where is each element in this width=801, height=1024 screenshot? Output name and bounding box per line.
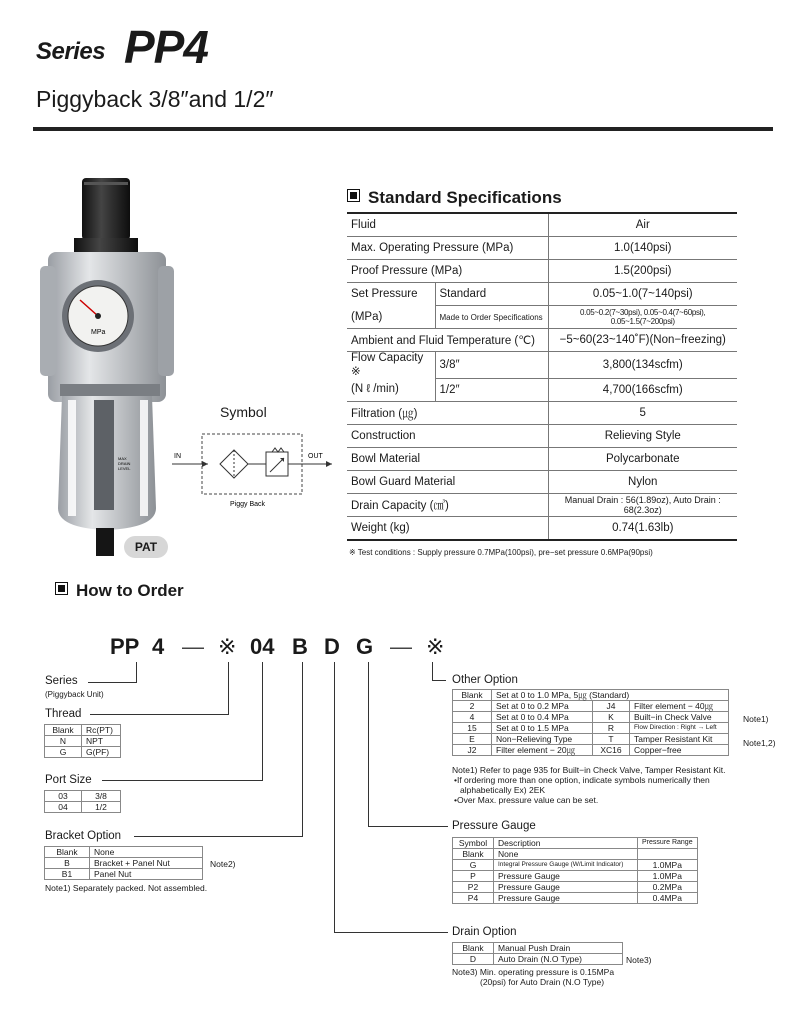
option-desc: Rc(PT) [82,725,121,736]
connector-line [136,662,137,682]
option-desc: None [494,849,638,860]
spec-value: −5~60(23~140˚F)(Non−freezing) [548,329,737,352]
option-desc: Integral Pressure Gauge (W/Limit Indicator) [494,860,638,871]
spec-label: Max. Operating Pressure (MPa) [347,237,548,260]
table-header-row [453,838,698,849]
option-desc: Copper−free [630,745,729,756]
spec-label: Ambient and Fluid Temperature (℃) [347,329,548,352]
code-part-drain: D [324,634,340,659]
table-row [45,747,121,758]
column-header: Description [494,838,638,849]
other-option-side-note-1: Note1) [743,714,769,724]
table-row [45,869,203,880]
note-line: Note3) Min. operating pressure is 0.15MPa [452,967,615,977]
product-image [40,178,180,568]
spec-value: Polycarbonate [548,447,737,470]
table-row [45,802,121,813]
spec-value: 1.0(140psi) [548,237,737,260]
option-desc: 1/2 [82,802,121,813]
table-row [453,849,698,860]
option-code: 2 [453,701,492,712]
order-heading [55,581,184,601]
option-code: Blank [453,943,494,954]
page-title: PP4 [124,21,208,73]
symbol-caption: Piggy Back [230,501,266,508]
spec-label: (N ℓ /min) [347,378,435,401]
option-desc: Auto Drain (N.O Type) [494,954,623,965]
option-code: T [593,734,630,745]
spec-value: 4,700(166scfm) [548,378,737,401]
option-code: E [453,734,492,745]
option-code: XC16 [593,745,630,756]
code-part-port: 04 [250,634,275,659]
option-desc: Filter element − 20㎍ [492,745,593,756]
option-desc: Flow Direction : Right → Left [630,723,729,734]
option-range: 0.2MPa [638,882,698,893]
specs-table [347,212,737,541]
series-word: Series [36,38,106,65]
spec-label: Drain Capacity (㎤) [347,493,548,516]
code-part-dash-2: — [390,634,412,659]
table-row [453,871,698,882]
specs-heading [347,188,562,208]
option-code: 15 [453,723,492,734]
spec-row-ambient [347,329,737,352]
note-line: alphabetically Ex) 2EK [460,785,546,795]
option-code: Blank [45,847,90,858]
spec-row-construction [347,424,737,447]
spec-value: 1.5(200psi) [548,260,737,283]
option-desc: Pressure Gauge [494,893,638,904]
spec-label: Proof Pressure (MPa) [347,260,548,283]
connector-line [302,662,303,836]
gauge-unit: MPa [91,329,106,336]
option-desc: Panel Nut [90,869,203,880]
other-option-notes [452,765,772,805]
spec-value: 0.05~1.0(7~140psi) [548,283,737,306]
spec-row-drain-capacity [347,493,737,516]
drain-option-table [452,942,623,965]
spec-label: Flow Capacity ※ [351,352,424,378]
option-desc: Tamper Resistant Kit [630,734,729,745]
spec-value: Nylon [548,470,737,493]
order-title: How to Order [76,581,184,600]
option-desc: None [90,847,203,858]
option-desc: Built−in Check Valve [630,712,729,723]
option-desc: Set at 0 to 0.2 MPa [492,701,593,712]
square-bullet-icon [347,189,360,202]
option-desc: Non−Relieving Type [492,734,593,745]
spec-value: Relieving Style [548,424,737,447]
option-range [638,849,698,860]
symbol-out-label: OUT [308,453,323,460]
option-range: 0.4MPa [638,893,698,904]
thread-label: Thread [45,708,82,720]
option-code: B [45,858,90,869]
spec-value: 0.05~0.2(7~30psi), 0.05~0.4(7~60psi), 0.05~1.5(7~200psi) [548,306,737,329]
connector-line [262,662,263,780]
spec-row-bowl-guard [347,470,737,493]
option-code: J2 [453,745,492,756]
drain-notes [452,967,614,987]
table-row [453,954,623,965]
table-row [45,847,203,858]
spec-row-flow-2 [347,378,737,401]
option-range: 1.0MPa [638,871,698,882]
bracket-side-note: Note2) [210,859,236,869]
connector-line [88,682,137,683]
option-code: P [453,871,494,882]
table-row [453,701,729,712]
port-size-table [44,790,121,813]
bracket-table [44,846,203,880]
spec-label: Fluid [347,213,548,237]
connector-line [228,662,229,714]
option-code: G [45,747,82,758]
spec-value: 5 [548,401,737,424]
spec-row-set-pressure-order [347,306,737,329]
table-row [45,725,121,736]
other-option-side-note-2: Note1,2) [743,738,776,748]
table-row [45,858,203,869]
specs-title: Standard Specifications [368,188,562,207]
symbol-title: Symbol [220,404,267,420]
drain-side-note: Note3) [626,955,652,965]
connector-line [134,836,303,837]
spec-row-max-pressure [347,237,737,260]
piggyback-symbol-diagram [172,428,332,510]
bowl-text-1: MAX [118,456,127,461]
code-part-model: 4 [152,634,165,659]
code-part-other: ※ [426,634,445,659]
spec-row-weight [347,516,737,540]
bowl-text-2: DRAIN [118,461,131,466]
series-label: Series [45,675,78,687]
option-desc: Manual Push Drain [494,943,623,954]
option-code: P4 [453,893,494,904]
table-row [453,690,729,701]
bowl-text-3: LEVEL [118,466,131,471]
series-sublabel: (Piggyback Unit) [45,690,104,699]
option-code: 04 [45,802,82,813]
connector-line [334,662,335,932]
table-row [453,882,698,893]
option-code: D [453,954,494,965]
connector-line [334,932,448,933]
spec-label: Bowl Guard Material [347,470,548,493]
option-desc: Set at 0 to 1.5 MPa [492,723,593,734]
specs-footnote: ※ Test conditions : Supply pressure 0.7MPa(100psi), pre−set pressure 0.6MPa(90psi) [349,548,653,557]
spec-sublabel: Made to Order Specifications [435,306,548,329]
spec-label: Bowl Material [347,447,548,470]
note-line: Note1) Refer to page 935 for Built−in Check Valve, Tamper Resistant Kit. [452,765,726,775]
code-part-gauge: G [356,634,374,659]
table-row [453,860,698,871]
spec-label: Construction [347,424,548,447]
option-code: Blank [453,849,494,860]
option-code: 4 [453,712,492,723]
option-desc: G(PF) [82,747,121,758]
option-code: R [593,723,630,734]
connector-line [90,714,229,715]
option-desc: Set at 0 to 1.0 MPa, 5㎍ (Standard) [492,690,729,701]
table-row [453,712,729,723]
other-option-table [452,689,729,756]
spec-row-fluid [347,213,737,237]
option-code: 03 [45,791,82,802]
option-code: P2 [453,882,494,893]
option-code: G [453,860,494,871]
table-row [453,745,729,756]
spec-label: Weight (kg) [347,516,548,540]
spec-sublabel: 3/8″ [435,352,548,379]
column-header: Symbol [453,838,494,849]
note-line: (20psi) for Auto Drain (N.O Type) [480,977,605,987]
option-code: B1 [45,869,90,880]
spec-row-filtration [347,401,737,424]
option-code: N [45,736,82,747]
patent-badge: PAT [124,536,168,558]
option-desc: Pressure Gauge [494,882,638,893]
connector-line [368,826,448,827]
spec-row-bowl-material [347,447,737,470]
spec-value: 3,800(134scfm) [548,352,737,379]
other-option-label: Other Option [452,674,518,686]
note-line: •Over Max. pressure value can be set. [454,795,599,805]
option-desc: Pressure Gauge [494,871,638,882]
bracket-label: Bracket Option [45,830,122,842]
option-code: J4 [593,701,630,712]
spec-label: (MPa) [347,306,435,329]
table-row [453,734,729,745]
pressure-gauge-table [452,837,698,904]
connector-line [432,662,433,680]
option-code: Blank [45,725,82,736]
code-part-series: PP [110,634,140,659]
table-row [45,736,121,747]
code-part-dash: — [182,634,204,659]
spec-sublabel: Standard [435,283,548,306]
spec-sublabel: 1/2″ [435,378,548,401]
thread-table [44,724,121,758]
bracket-note: Note1) Separately packed. Not assembled. [45,883,208,893]
option-desc: NPT [82,736,121,747]
option-desc: Filter element − 40㎍ [630,701,729,712]
spec-value: Air [548,213,737,237]
symbol-in-label: IN [174,453,181,460]
column-header: Pressure Range [638,838,698,849]
option-desc: 3/8 [82,791,121,802]
table-row [453,723,729,734]
drain-option-label: Drain Option [452,926,517,938]
option-desc: Bracket + Panel Nut [90,858,203,869]
spec-row-flow-1 [347,352,737,379]
connector-line [102,780,263,781]
pressure-gauge-label: Pressure Gauge [452,820,536,832]
spec-value: 0.74(1.63lb) [548,516,737,540]
port-size-label: Port Size [45,774,92,786]
connector-line [432,680,446,681]
table-row [453,893,698,904]
spec-value: Manual Drain : 56(1.89oz), Auto Drain : 68(2.3oz) [548,493,737,516]
code-part-thread: ※ [218,634,237,659]
connector-line [368,662,369,826]
table-row [453,943,623,954]
page-subtitle: Piggyback 3/8″and 1/2″ [36,86,274,112]
note-line: •If ordering more than one option, indicate symbols numerically then [454,775,710,785]
table-row [45,791,121,802]
spec-row-set-pressure-standard [347,283,737,306]
option-desc: Set at 0 to 0.4 MPa [492,712,593,723]
header-rule [33,127,773,131]
option-range: 1.0MPa [638,860,698,871]
spec-row-proof-pressure [347,260,737,283]
code-part-bracket: B [292,634,308,659]
spec-label: Filtration (㎍) [347,401,548,424]
spec-label: Set Pressure [351,288,418,301]
option-code: K [593,712,630,723]
option-code: Blank [453,690,492,701]
square-bullet-icon [55,582,68,595]
